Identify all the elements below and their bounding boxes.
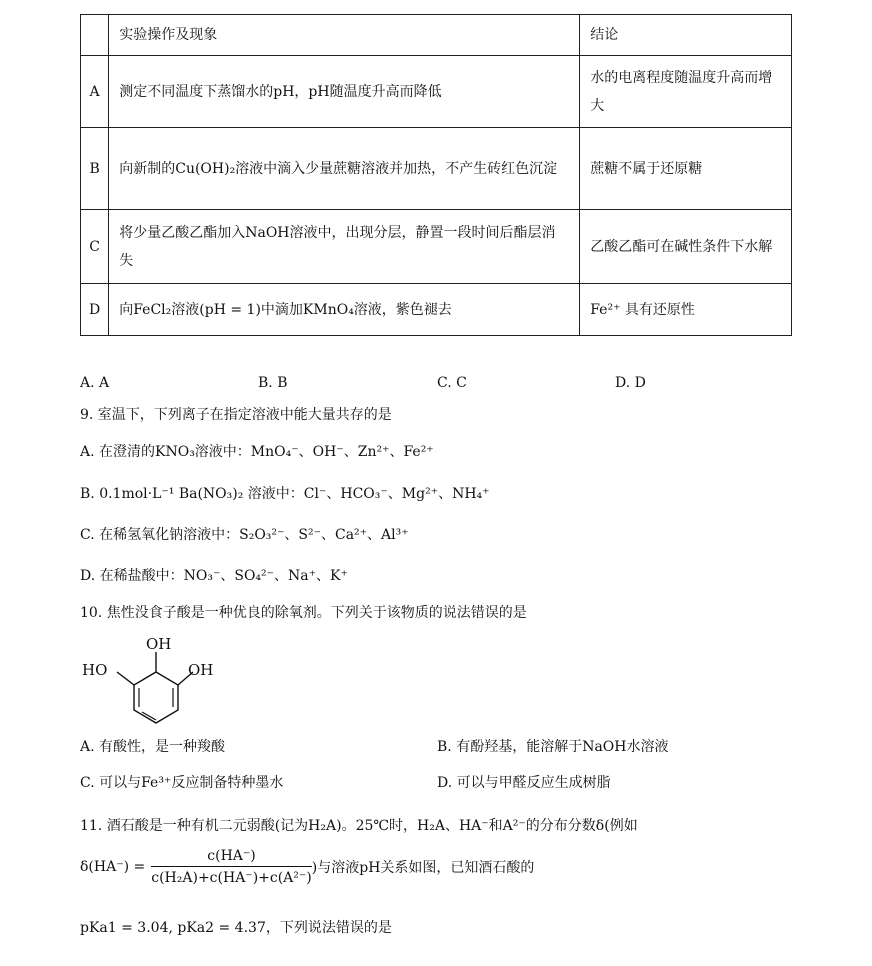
q10-option-d[interactable]: D. 可以与甲醛反应生成树脂: [437, 775, 611, 791]
pyrogallol-structure: [80, 630, 240, 730]
q9-option-b[interactable]: B. 0.1mol·L⁻¹ Ba(NO₃)₂ 溶液中：Cl⁻、HCO₃⁻、Mg²⁺、NH₄⁺: [80, 486, 490, 502]
table-row: [81, 56, 792, 128]
q8-option-d[interactable]: D. D: [615, 375, 646, 391]
header-label-cell: [81, 15, 109, 56]
table-row: [81, 210, 792, 284]
q10-option-c[interactable]: C. 可以与Fe³⁺反应制备特种墨水: [80, 775, 284, 791]
formula-lhs: δ(HA⁻) =: [80, 859, 146, 875]
q9-option-d[interactable]: D. 在稀盐酸中：NO₃⁻、SO₄²⁻、Na⁺、K⁺: [80, 568, 348, 584]
row-label: B: [81, 128, 109, 210]
row-conclusion: 蔗糖不属于还原糖: [580, 128, 792, 210]
row-operation: 测定不同温度下蒸馏水的pH，pH随温度升高而降低: [109, 56, 580, 128]
q10-option-b[interactable]: B. 有酚羟基，能溶解于NaOH水溶液: [437, 739, 669, 755]
table-row: [81, 284, 792, 336]
row-conclusion: 水的电离程度随温度升高而增大: [580, 56, 792, 128]
q8-option-c[interactable]: C. C: [437, 375, 467, 391]
structure-label-left: HO: [82, 661, 108, 679]
row-label: C: [81, 210, 109, 284]
table-header-row: [81, 15, 792, 56]
q9-option-c[interactable]: C. 在稀氢氧化钠溶液中：S₂O₃²⁻、S²⁻、Ca²⁺、Al³⁺: [80, 527, 409, 543]
q9-stem: 9. 室温下，下列离子在指定溶液中能大量共存的是: [80, 407, 392, 423]
q11-last-line: pKa1 = 3.04, pKa2 = 4.37，下列说法错误的是: [80, 920, 392, 936]
formula-denominator: c(H₂A)+c(HA⁻)+c(A²⁻): [151, 870, 312, 886]
table-row: [81, 128, 792, 210]
header-conclusion: 结论: [580, 15, 792, 56]
q10-stem: 10. 焦性没食子酸是一种优良的除氧剂。下列关于该物质的说法错误的是: [80, 605, 527, 621]
row-operation: 向FeCl₂溶液(pH = 1)中滴加KMnO₄溶液，紫色褪去: [109, 284, 580, 336]
q11-stem: 11. 酒石酸是一种有机二元弱酸(记为H₂A)。25℃时，H₂A、HA⁻和A²⁻的分布分数δ(例如: [80, 818, 638, 834]
q11-formula: [80, 848, 534, 886]
formula-numerator: c(HA⁻): [151, 848, 312, 867]
row-operation: 向新制的Cu(OH)₂溶液中滴入少量蔗糖溶液并加热，不产生砖红色沉淀: [109, 128, 580, 210]
row-conclusion: Fe²⁺ 具有还原性: [580, 284, 792, 336]
structure-label-right: OH: [188, 661, 214, 679]
formula-tail: )与溶液pH关系如图，已知酒石酸的: [311, 860, 535, 876]
formula-fraction: [151, 848, 312, 886]
q10-option-a[interactable]: A. 有酸性，是一种羧酸: [80, 739, 226, 755]
experiment-table: [80, 14, 792, 336]
q8-option-b[interactable]: B. B: [258, 375, 288, 391]
row-label: A: [81, 56, 109, 128]
q8-option-a[interactable]: A. A: [80, 375, 110, 391]
structure-label-top: OH: [146, 635, 172, 653]
header-op: 实验操作及现象: [109, 15, 580, 56]
row-operation: 将少量乙酸乙酯加入NaOH溶液中，出现分层，静置一段时间后酯层消失: [109, 210, 580, 284]
row-label: D: [81, 284, 109, 336]
q9-option-a[interactable]: A. 在澄清的KNO₃溶液中：MnO₄⁻、OH⁻、Zn²⁺、Fe²⁺: [80, 444, 434, 460]
row-conclusion: 乙酸乙酯可在碱性条件下水解: [580, 210, 792, 284]
